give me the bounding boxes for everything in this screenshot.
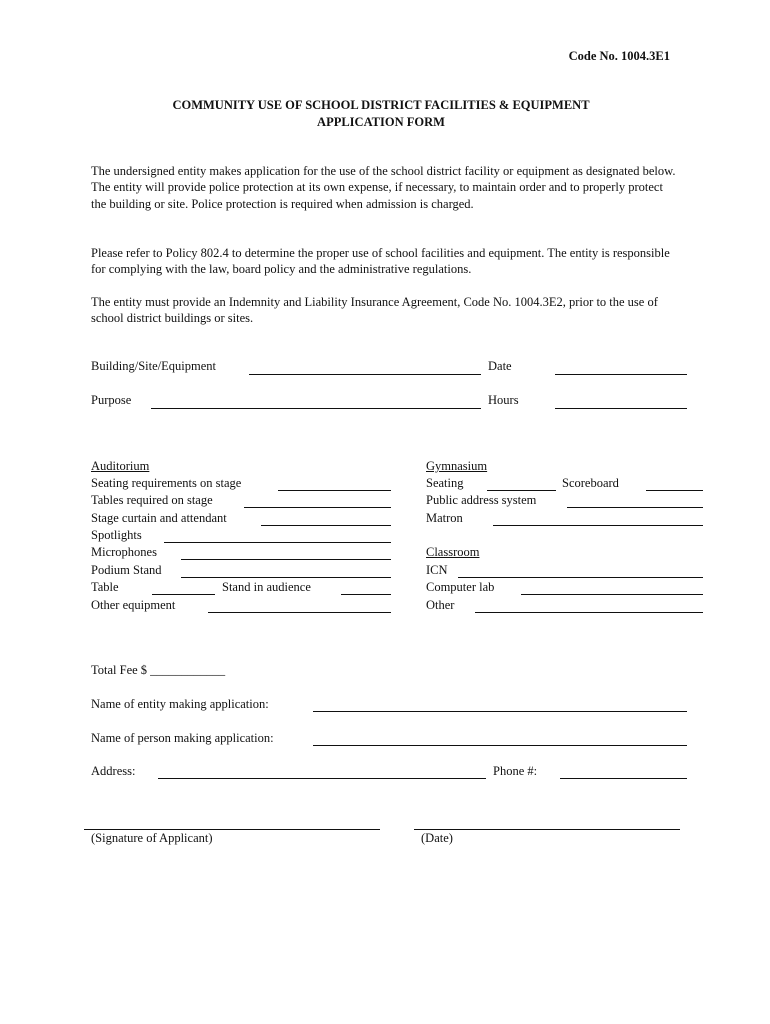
table-field[interactable] <box>152 594 215 595</box>
podium-field[interactable] <box>181 577 391 578</box>
tables-stage-label: Tables required on stage <box>91 493 213 507</box>
form-title-line1: COMMUNITY USE OF SCHOOL DISTRICT FACILITIES & EQUIPMENT <box>172 98 590 112</box>
classroom-heading: Classroom <box>426 545 480 559</box>
stand-audience-label: Stand in audience <box>222 580 311 594</box>
pa-system-label: Public address system <box>426 493 537 507</box>
curtain-field[interactable] <box>261 525 391 526</box>
intro-paragraph: The undersigned entity makes application for the use of the school district facility or equipment as designated below. The entity will provide police protection at its own expense, if necessary, to maintain order and to properly protect the building or site. Police protection is required when admission is charged. <box>91 164 676 211</box>
matron-field[interactable] <box>493 525 703 526</box>
person-name-field[interactable] <box>313 745 687 746</box>
spotlights-field[interactable] <box>164 542 391 543</box>
other-equipment-label: Other equipment <box>91 598 176 612</box>
hours-label: Hours <box>488 393 519 407</box>
auditorium-heading: Auditorium <box>91 459 150 473</box>
phone-label: Phone #: <box>493 764 538 778</box>
microphones-field[interactable] <box>181 559 391 560</box>
phone-field[interactable] <box>560 778 687 779</box>
form-title-line2: APPLICATION FORM <box>317 115 445 129</box>
hours-field[interactable] <box>555 408 687 409</box>
classroom-other-field[interactable] <box>475 612 703 613</box>
spotlights-label: Spotlights <box>91 528 142 542</box>
signature-date-field[interactable] <box>414 829 680 830</box>
gymnasium-heading: Gymnasium <box>426 459 488 473</box>
code-number: Code No. 1004.3E1 <box>568 49 670 63</box>
signature-field[interactable] <box>84 829 380 830</box>
seating-stage-field[interactable] <box>278 490 391 491</box>
table-label: Table <box>91 580 119 594</box>
stand-audience-field[interactable] <box>341 594 391 595</box>
date-label: Date <box>488 359 512 373</box>
curtain-label: Stage curtain and attendant <box>91 511 227 525</box>
scoreboard-field[interactable] <box>646 490 703 491</box>
matron-label: Matron <box>426 511 463 525</box>
date-field[interactable] <box>555 374 687 375</box>
computer-lab-label: Computer lab <box>426 580 495 594</box>
computer-lab-field[interactable] <box>521 594 703 595</box>
building-field[interactable] <box>249 374 481 375</box>
insurance-paragraph: The entity must provide an Indemnity and Liability Insurance Agreement, Code No. 1004.3E2, prior to the use of school district buildings or sites. <box>91 295 658 326</box>
address-label: Address: <box>91 764 136 778</box>
purpose-label: Purpose <box>91 393 132 407</box>
pa-system-field[interactable] <box>567 507 703 508</box>
signature-label: (Signature of Applicant) <box>91 831 213 845</box>
scoreboard-label: Scoreboard <box>562 476 619 490</box>
icn-label: ICN <box>426 563 448 577</box>
seating-stage-label: Seating requirements on stage <box>91 476 242 490</box>
signature-date-label: (Date) <box>421 831 453 845</box>
policy-paragraph: Please refer to Policy 802.4 to determine the proper use of school facilities and equipment. The entity is responsible for complying with the law, board policy and the administrative regulations. <box>91 246 670 277</box>
tables-stage-field[interactable] <box>244 507 391 508</box>
total-fee-label: Total Fee $ ____________ <box>91 663 226 677</box>
purpose-field[interactable] <box>151 408 481 409</box>
gym-seating-field[interactable] <box>487 490 556 491</box>
icn-field[interactable] <box>458 577 703 578</box>
building-label: Building/Site/Equipment <box>91 359 216 373</box>
entity-name-field[interactable] <box>313 711 687 712</box>
form-title <box>0 97 762 131</box>
microphones-label: Microphones <box>91 545 157 559</box>
podium-label: Podium Stand <box>91 563 162 577</box>
classroom-other-label: Other <box>426 598 455 612</box>
gym-seating-label: Seating <box>426 476 464 490</box>
person-name-label: Name of person making application: <box>91 731 274 745</box>
other-equipment-field[interactable] <box>208 612 391 613</box>
address-field[interactable] <box>158 778 486 779</box>
entity-name-label: Name of entity making application: <box>91 697 269 711</box>
